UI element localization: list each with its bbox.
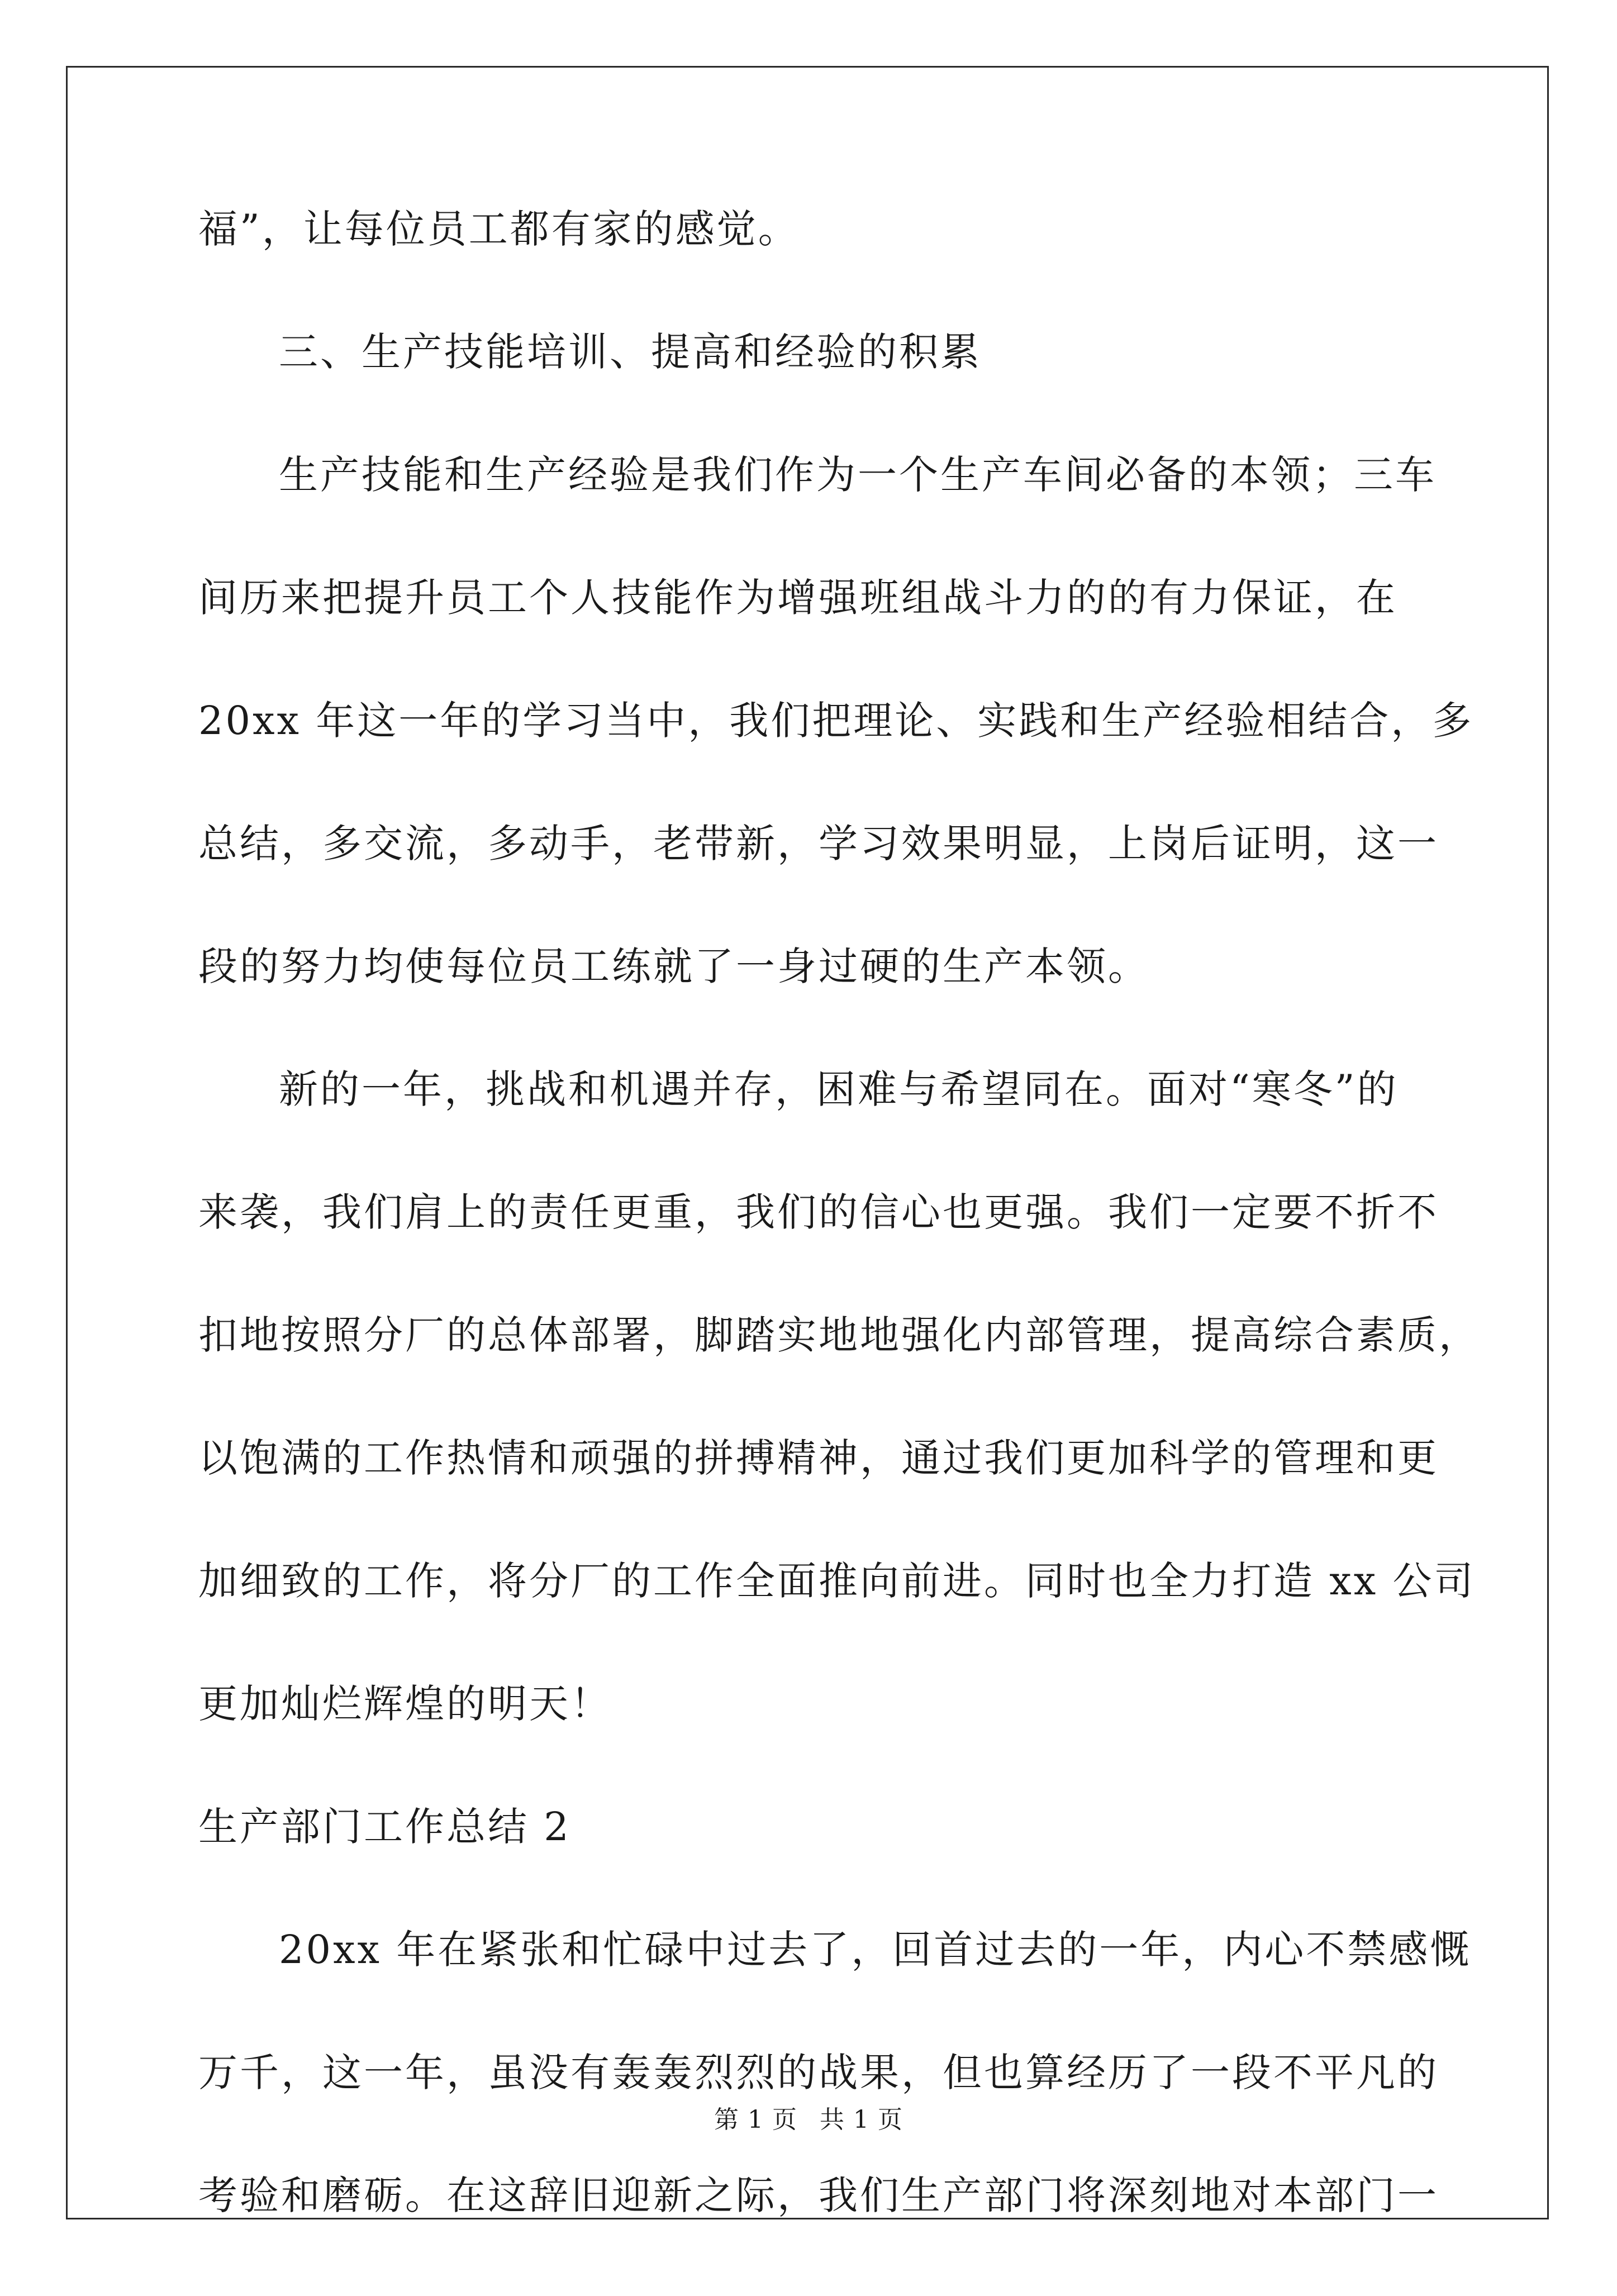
paragraph-line: 考验和磨砺。在这辞旧迎新之际，我们生产部门将深刻地对本部门一 bbox=[198, 2173, 1439, 2218]
paragraph-line: 更加灿烂辉煌的明天！ bbox=[198, 1681, 612, 1727]
paragraph-line: 加细致的工作，将分厂的工作全面推向前进。同时也全力打造 xx 公司 bbox=[198, 1558, 1476, 1604]
section-heading: 三、生产技能培训、提高和经验的积累 bbox=[279, 329, 982, 375]
paragraph-line: 来袭，我们肩上的责任更重，我们的信心也更强。我们一定要不折不 bbox=[198, 1189, 1439, 1235]
document-body bbox=[198, 206, 1480, 2296]
paragraph-line: 20xx 年在紧张和忙碌中过去了，回首过去的一年，内心不禁感慨 bbox=[279, 1927, 1472, 1973]
paragraph-line: 以饱满的工作热情和顽强的拼搏精神，通过我们更加科学的管理和更 bbox=[198, 1435, 1439, 1481]
paragraph-line: 新的一年，挑战和机遇并存，困难与希望同在。面对“寒冬”的 bbox=[279, 1066, 1399, 1112]
page-footer bbox=[0, 2106, 1617, 2134]
paragraph-line: 生产技能和生产经验是我们作为一个生产车间必备的本领；三车 bbox=[279, 452, 1437, 498]
paragraph-line: 总结，多交流，多动手，老带新，学习效果明显，上岗后证明，这一 bbox=[198, 821, 1439, 866]
paragraph-line: 段的努力均使每位员工练就了一身过硬的生产本领。 bbox=[198, 944, 1149, 989]
paragraph-line: 万千，这一年，虽没有轰轰烈烈的战果，但也算经历了一段不平凡的 bbox=[198, 2050, 1439, 2095]
text-line-continuation: 福”，让每位员工都有家的感觉。 bbox=[198, 206, 800, 252]
page-total: 共 1 页 bbox=[820, 2106, 903, 2134]
paragraph-line: 20xx 年这一年的学习当中，我们把理论、实践和生产经验相结合，多 bbox=[198, 698, 1474, 744]
paragraph-line: 间历来把提升员工个人技能作为增强班组战斗力的的有力保证，在 bbox=[198, 575, 1397, 621]
paragraph-line: 扣地按照分厂的总体部署，脚踏实地地强化内部管理，提高综合素质， bbox=[198, 1312, 1480, 1358]
document-title: 生产部门工作总结 2 bbox=[198, 1804, 571, 1850]
page-number: 第 1 页 bbox=[714, 2106, 797, 2134]
